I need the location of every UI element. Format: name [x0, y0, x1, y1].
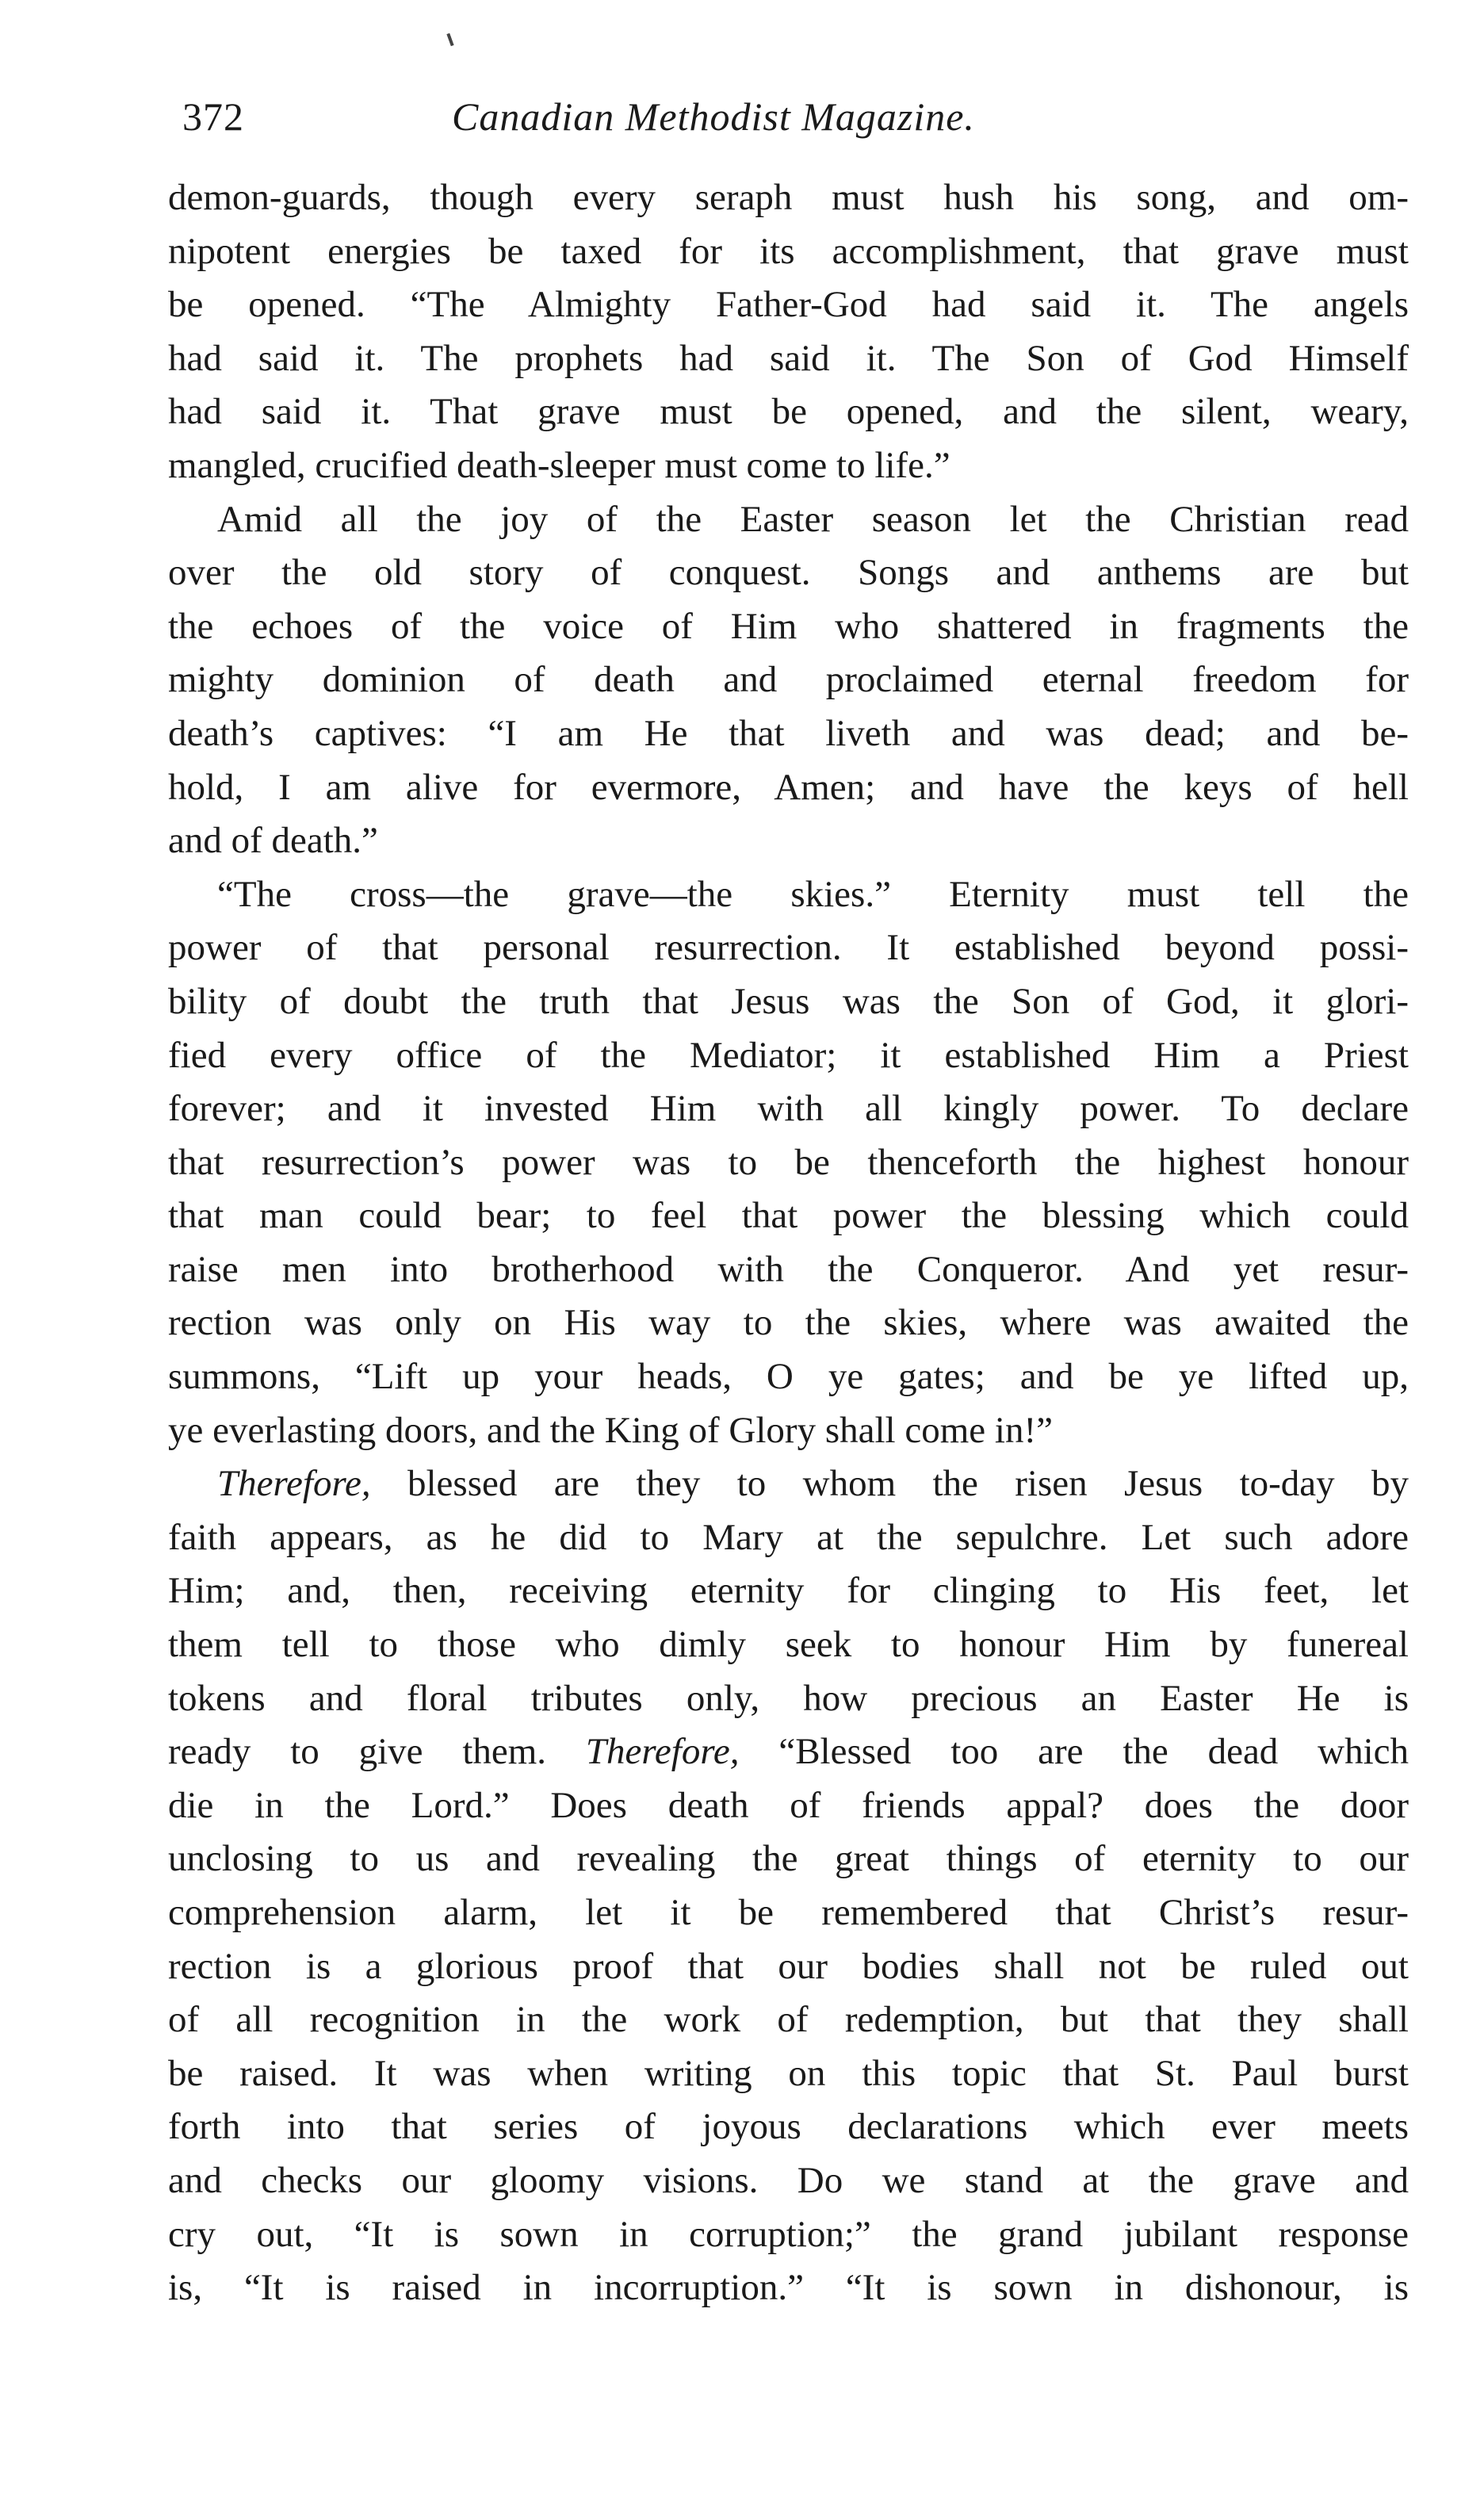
text-line: ye everlasting doors, and the King of Glory shall come in!” — [168, 1409, 1053, 1451]
text-line: Amid all the joy of the Easter season let the Christian read — [217, 498, 1409, 540]
text-line: unclosing to us and revealing the great things of eternity to our — [168, 1838, 1409, 1880]
text-line: tokens and floral tributes only, how precious an Easter He is — [168, 1677, 1409, 1719]
text-line: power of that personal resurrection. It established beyond possi- — [168, 927, 1409, 969]
text-line: had said it. That grave must be opened, and the silent, weary, — [168, 391, 1409, 433]
text-line: fied every office of the Mediator; it established Him a Priest — [168, 1034, 1409, 1076]
text-line: “The cross—the grave—the skies.” Eternity must tell the — [217, 873, 1409, 915]
running-head — [182, 89, 1419, 144]
text-line: demon-guards, though every seraph must hush his song, and om- — [168, 177, 1409, 218]
ink-speck — [446, 33, 453, 46]
text-line: rection is a glorious proof that our bodies shall not be ruled out — [168, 1945, 1409, 1987]
text-line: that man could bear; to feel that power the blessing which could — [168, 1195, 1409, 1237]
text-line: nipotent energies be taxed for its accomplishment, that grave must — [168, 230, 1409, 272]
text-line: and of death.” — [168, 820, 378, 862]
text-line: mangled, crucified death-sleeper must come to life.” — [168, 444, 950, 486]
text-line: is, “It is raised in incorruption.” “It is sown in dishonour, is — [168, 2267, 1409, 2309]
text-line: Him; and, then, receiving eternity for clinging to His feet, let — [168, 1570, 1409, 1612]
text-line: the echoes of the voice of Him who shattered in fragments the — [168, 605, 1409, 647]
text-line: be opened. “The Almighty Father-God had said it. The angels — [168, 284, 1409, 326]
page-number: 372 — [182, 94, 244, 139]
text-line: rection was only on His way to the skies, where was awaited the — [168, 1302, 1409, 1344]
text-line: of all recognition in the work of redemption, but that they shall — [168, 1999, 1409, 2041]
text-line: forever; and it invested Him with all kingly power. To declare — [168, 1088, 1409, 1130]
journal-title: Canadian Methodist Magazine. — [452, 94, 975, 139]
text-line: Therefore, blessed are they to whom the risen Jesus to-day by — [217, 1463, 1409, 1505]
text-line: mighty dominion of death and proclaimed eternal freedom for — [168, 659, 1409, 701]
text-line: raise men into brotherhood with the Conqueror. And yet resur- — [168, 1248, 1409, 1290]
text-line: had said it. The prophets had said it. The Son of God Himself — [168, 337, 1409, 379]
text-line: over the old story of conquest. Songs and anthems are but — [168, 552, 1409, 594]
text-line: ready to give them. Therefore, “Blessed too are the dead which — [168, 1731, 1409, 1773]
text-line: die in the Lord.” Does death of friends appal? does the door — [168, 1784, 1409, 1826]
text-line: be raised. It was when writing on this topic that St. Paul burst — [168, 2052, 1409, 2094]
text-line: cry out, “It is sown in corruption;” the grand jubilant response — [168, 2213, 1409, 2255]
text-line: bility of doubt the truth that Jesus was the Son of God, it glori- — [168, 980, 1409, 1022]
text-line: faith appears, as he did to Mary at the sepulchre. Let such adore — [168, 1516, 1409, 1558]
italic-word: Therefore, — [217, 1463, 371, 1505]
text-line: death’s captives: “I am He that liveth and was dead; and be- — [168, 712, 1409, 754]
text-line: comprehension alarm, let it be remembered that Christ’s resur- — [168, 1892, 1409, 1933]
text-line: forth into that series of joyous declarations which ever meets — [168, 2106, 1409, 2148]
text-line: summons, “Lift up your heads, O ye gates; and be ye lifted up, — [168, 1356, 1409, 1398]
text-line: hold, I am alive for evermore, Amen; and have the keys of hell — [168, 766, 1409, 808]
italic-word: Therefore, — [585, 1731, 740, 1773]
text-line: them tell to those who dimly seek to honour Him by funereal — [168, 1624, 1409, 1666]
text-line: and checks our gloomy visions. Do we stand at the grave and — [168, 2159, 1409, 2201]
body-text — [168, 171, 1409, 2315]
text-line: that resurrection’s power was to be thenceforth the highest honour — [168, 1141, 1409, 1183]
